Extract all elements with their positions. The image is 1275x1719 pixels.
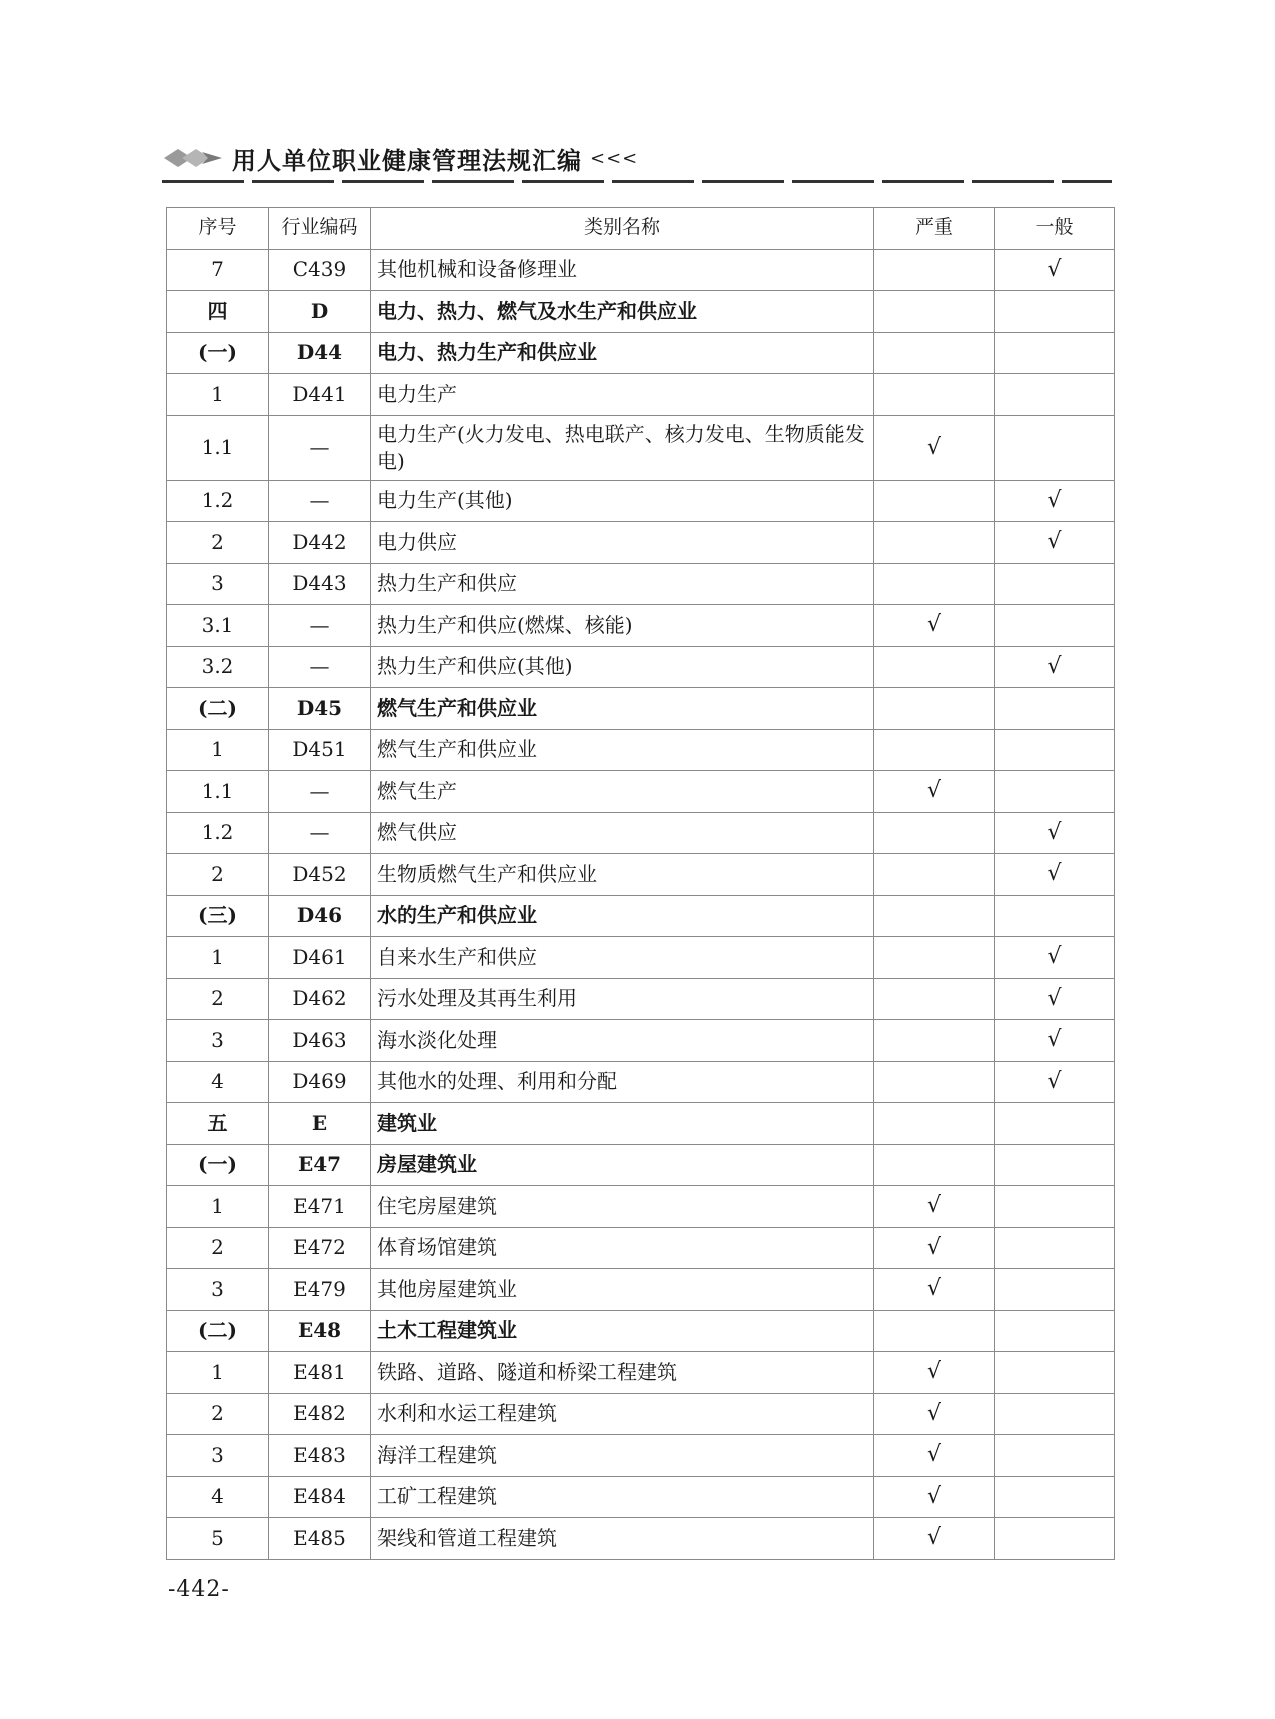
cell-seq: (二) (167, 1310, 269, 1352)
cell-code: E472 (269, 1227, 371, 1269)
table-row (167, 1393, 1115, 1435)
table-row (167, 1144, 1115, 1186)
cell-seq: 5 (167, 1518, 269, 1560)
cell-code: D469 (269, 1061, 371, 1103)
cell-general: √ (995, 978, 1115, 1020)
cell-general (995, 1352, 1115, 1394)
cell-seq: (一) (167, 1144, 269, 1186)
cell-general (995, 1518, 1115, 1560)
cell-seq: 3.2 (167, 646, 269, 688)
table-row (167, 522, 1115, 564)
cell-severe (874, 563, 995, 605)
col-header-severe: 严重 (874, 208, 995, 250)
cell-name: 电力生产(其他) (371, 480, 874, 522)
cell-severe: √ (874, 1518, 995, 1560)
cell-seq: 1.2 (167, 480, 269, 522)
cell-name: 燃气生产和供应业 (371, 729, 874, 771)
cell-seq: 1 (167, 374, 269, 416)
table-body (167, 249, 1115, 1559)
table-row (167, 332, 1115, 374)
table-row (167, 688, 1115, 730)
cell-code: D44 (269, 332, 371, 374)
cell-severe (874, 646, 995, 688)
cell-general (995, 1227, 1115, 1269)
cell-name: 燃气生产和供应业 (371, 688, 874, 730)
industry-classification-table (166, 207, 1115, 1560)
cell-code: D442 (269, 522, 371, 564)
cell-severe (874, 978, 995, 1020)
cell-seq: 1.2 (167, 812, 269, 854)
cell-general (995, 895, 1115, 937)
cell-seq: 2 (167, 522, 269, 564)
cell-name: 自来水生产和供应 (371, 937, 874, 979)
cell-code: C439 (269, 249, 371, 291)
header-rule (162, 180, 1112, 183)
table-row (167, 771, 1115, 813)
cell-seq: 2 (167, 854, 269, 896)
cell-severe: √ (874, 1186, 995, 1228)
cell-name: 其他机械和设备修理业 (371, 249, 874, 291)
cell-seq: (一) (167, 332, 269, 374)
cell-code: D45 (269, 688, 371, 730)
cell-severe: √ (874, 415, 995, 480)
book-title: 用人单位职业健康管理法规汇编 (232, 145, 582, 175)
cell-name: 其他房屋建筑业 (371, 1269, 874, 1311)
cell-name: 生物质燃气生产和供应业 (371, 854, 874, 896)
cell-severe (874, 480, 995, 522)
cell-seq: (二) (167, 688, 269, 730)
cell-code: E471 (269, 1186, 371, 1228)
col-header-seq: 序号 (167, 208, 269, 250)
cell-name: 其他水的处理、利用和分配 (371, 1061, 874, 1103)
cell-severe (874, 812, 995, 854)
cell-general (995, 1144, 1115, 1186)
cell-code: — (269, 771, 371, 813)
header-arrows: <<< (590, 147, 639, 169)
cell-general (995, 1269, 1115, 1311)
cell-seq: 1 (167, 1352, 269, 1394)
cell-general: √ (995, 1020, 1115, 1062)
cell-general (995, 1310, 1115, 1352)
cell-name: 电力、热力、燃气及水生产和供应业 (371, 291, 874, 333)
cell-name: 住宅房屋建筑 (371, 1186, 874, 1228)
cell-general (995, 1435, 1115, 1477)
col-header-name: 类别名称 (371, 208, 874, 250)
cell-name: 海水淡化处理 (371, 1020, 874, 1062)
cell-name: 燃气供应 (371, 812, 874, 854)
page-number: -442- (168, 1577, 230, 1602)
cell-general (995, 1393, 1115, 1435)
cell-name: 燃气生产 (371, 771, 874, 813)
cell-name: 土木工程建筑业 (371, 1310, 874, 1352)
cell-seq: 2 (167, 1393, 269, 1435)
table-row (167, 729, 1115, 771)
table-row (167, 1103, 1115, 1145)
table-row (167, 895, 1115, 937)
cell-seq: 1.1 (167, 771, 269, 813)
cell-seq: 3 (167, 1020, 269, 1062)
table-row (167, 249, 1115, 291)
cell-name: 工矿工程建筑 (371, 1476, 874, 1518)
cell-general (995, 729, 1115, 771)
cell-general: √ (995, 646, 1115, 688)
table-row (167, 563, 1115, 605)
cell-severe (874, 291, 995, 333)
cell-severe (874, 1144, 995, 1186)
cell-general (995, 332, 1115, 374)
cell-severe: √ (874, 1435, 995, 1477)
cell-code: D46 (269, 895, 371, 937)
table-row (167, 1518, 1115, 1560)
col-header-general: 一般 (995, 208, 1115, 250)
cell-code: D (269, 291, 371, 333)
cell-severe: √ (874, 1269, 995, 1311)
cell-severe (874, 937, 995, 979)
cell-general: √ (995, 522, 1115, 564)
cell-seq: 3 (167, 1435, 269, 1477)
table-row (167, 374, 1115, 416)
col-header-code: 行业编码 (269, 208, 371, 250)
table-header-row (167, 208, 1115, 250)
table-row (167, 415, 1115, 480)
table-row (167, 1227, 1115, 1269)
cell-severe (874, 1310, 995, 1352)
cell-general (995, 688, 1115, 730)
cell-code: D463 (269, 1020, 371, 1062)
cell-severe: √ (874, 1476, 995, 1518)
cell-severe (874, 332, 995, 374)
table-row (167, 605, 1115, 647)
cell-code: — (269, 480, 371, 522)
cell-severe (874, 688, 995, 730)
cell-code: E484 (269, 1476, 371, 1518)
table-row (167, 1269, 1115, 1311)
cell-seq: 1 (167, 1186, 269, 1228)
cell-general: √ (995, 937, 1115, 979)
cell-general: √ (995, 812, 1115, 854)
cell-name: 架线和管道工程建筑 (371, 1518, 874, 1560)
cell-code: D443 (269, 563, 371, 605)
cell-name: 热力生产和供应 (371, 563, 874, 605)
cell-name: 房屋建筑业 (371, 1144, 874, 1186)
cell-seq: 1 (167, 729, 269, 771)
table-row (167, 1352, 1115, 1394)
cell-seq: 1.1 (167, 415, 269, 480)
cell-name: 体育场馆建筑 (371, 1227, 874, 1269)
cell-general (995, 605, 1115, 647)
table-row (167, 291, 1115, 333)
cell-general: √ (995, 480, 1115, 522)
cell-seq: 2 (167, 1227, 269, 1269)
cell-seq: 四 (167, 291, 269, 333)
cell-name: 电力生产(火力发电、热电联产、核力发电、生物质能发电) (371, 415, 874, 480)
cell-code: E483 (269, 1435, 371, 1477)
cell-general (995, 771, 1115, 813)
cell-seq: 4 (167, 1061, 269, 1103)
table-row (167, 1435, 1115, 1477)
table-row (167, 812, 1115, 854)
table-row (167, 1061, 1115, 1103)
cell-code: D452 (269, 854, 371, 896)
cell-general (995, 291, 1115, 333)
cell-seq: (三) (167, 895, 269, 937)
cell-name: 建筑业 (371, 1103, 874, 1145)
cell-severe (874, 895, 995, 937)
cell-severe (874, 1103, 995, 1145)
cell-severe (874, 729, 995, 771)
cell-name: 污水处理及其再生利用 (371, 978, 874, 1020)
cell-severe: √ (874, 1352, 995, 1394)
cell-code: E48 (269, 1310, 371, 1352)
cell-code: E47 (269, 1144, 371, 1186)
cell-name: 热力生产和供应(其他) (371, 646, 874, 688)
cell-severe: √ (874, 771, 995, 813)
cell-name: 海洋工程建筑 (371, 1435, 874, 1477)
cell-code: D462 (269, 978, 371, 1020)
cell-severe (874, 854, 995, 896)
cell-severe (874, 522, 995, 564)
cell-code: — (269, 812, 371, 854)
cell-name: 水利和水运工程建筑 (371, 1393, 874, 1435)
cell-code: D451 (269, 729, 371, 771)
double-diamond-arrow-icon (162, 143, 226, 173)
table-row (167, 1310, 1115, 1352)
cell-general (995, 415, 1115, 480)
cell-general: √ (995, 854, 1115, 896)
cell-severe (874, 249, 995, 291)
cell-general (995, 1103, 1115, 1145)
cell-general (995, 563, 1115, 605)
cell-code: — (269, 646, 371, 688)
table-row (167, 937, 1115, 979)
cell-general (995, 1186, 1115, 1228)
table-row (167, 854, 1115, 896)
cell-seq: 2 (167, 978, 269, 1020)
table-row (167, 978, 1115, 1020)
cell-code: E479 (269, 1269, 371, 1311)
cell-name: 电力生产 (371, 374, 874, 416)
cell-code: D441 (269, 374, 371, 416)
cell-seq: 五 (167, 1103, 269, 1145)
cell-seq: 3.1 (167, 605, 269, 647)
cell-general (995, 1476, 1115, 1518)
table-row (167, 646, 1115, 688)
cell-seq: 4 (167, 1476, 269, 1518)
cell-seq: 3 (167, 563, 269, 605)
table-row (167, 1020, 1115, 1062)
cell-severe (874, 374, 995, 416)
cell-code: E485 (269, 1518, 371, 1560)
cell-code: E (269, 1103, 371, 1145)
cell-code: E481 (269, 1352, 371, 1394)
running-header (162, 138, 638, 178)
cell-seq: 1 (167, 937, 269, 979)
table-row (167, 480, 1115, 522)
cell-severe: √ (874, 605, 995, 647)
table-row (167, 1476, 1115, 1518)
cell-severe: √ (874, 1227, 995, 1269)
cell-name: 铁路、道路、隧道和桥梁工程建筑 (371, 1352, 874, 1394)
cell-severe (874, 1061, 995, 1103)
cell-code: — (269, 605, 371, 647)
cell-code: — (269, 415, 371, 480)
cell-name: 电力、热力生产和供应业 (371, 332, 874, 374)
cell-severe: √ (874, 1393, 995, 1435)
cell-name: 水的生产和供应业 (371, 895, 874, 937)
cell-severe (874, 1020, 995, 1062)
cell-name: 热力生产和供应(燃煤、核能) (371, 605, 874, 647)
cell-seq: 3 (167, 1269, 269, 1311)
cell-name: 电力供应 (371, 522, 874, 564)
cell-code: D461 (269, 937, 371, 979)
cell-general: √ (995, 249, 1115, 291)
cell-code: E482 (269, 1393, 371, 1435)
cell-general (995, 374, 1115, 416)
table-row (167, 1186, 1115, 1228)
cell-general: √ (995, 1061, 1115, 1103)
cell-seq: 7 (167, 249, 269, 291)
